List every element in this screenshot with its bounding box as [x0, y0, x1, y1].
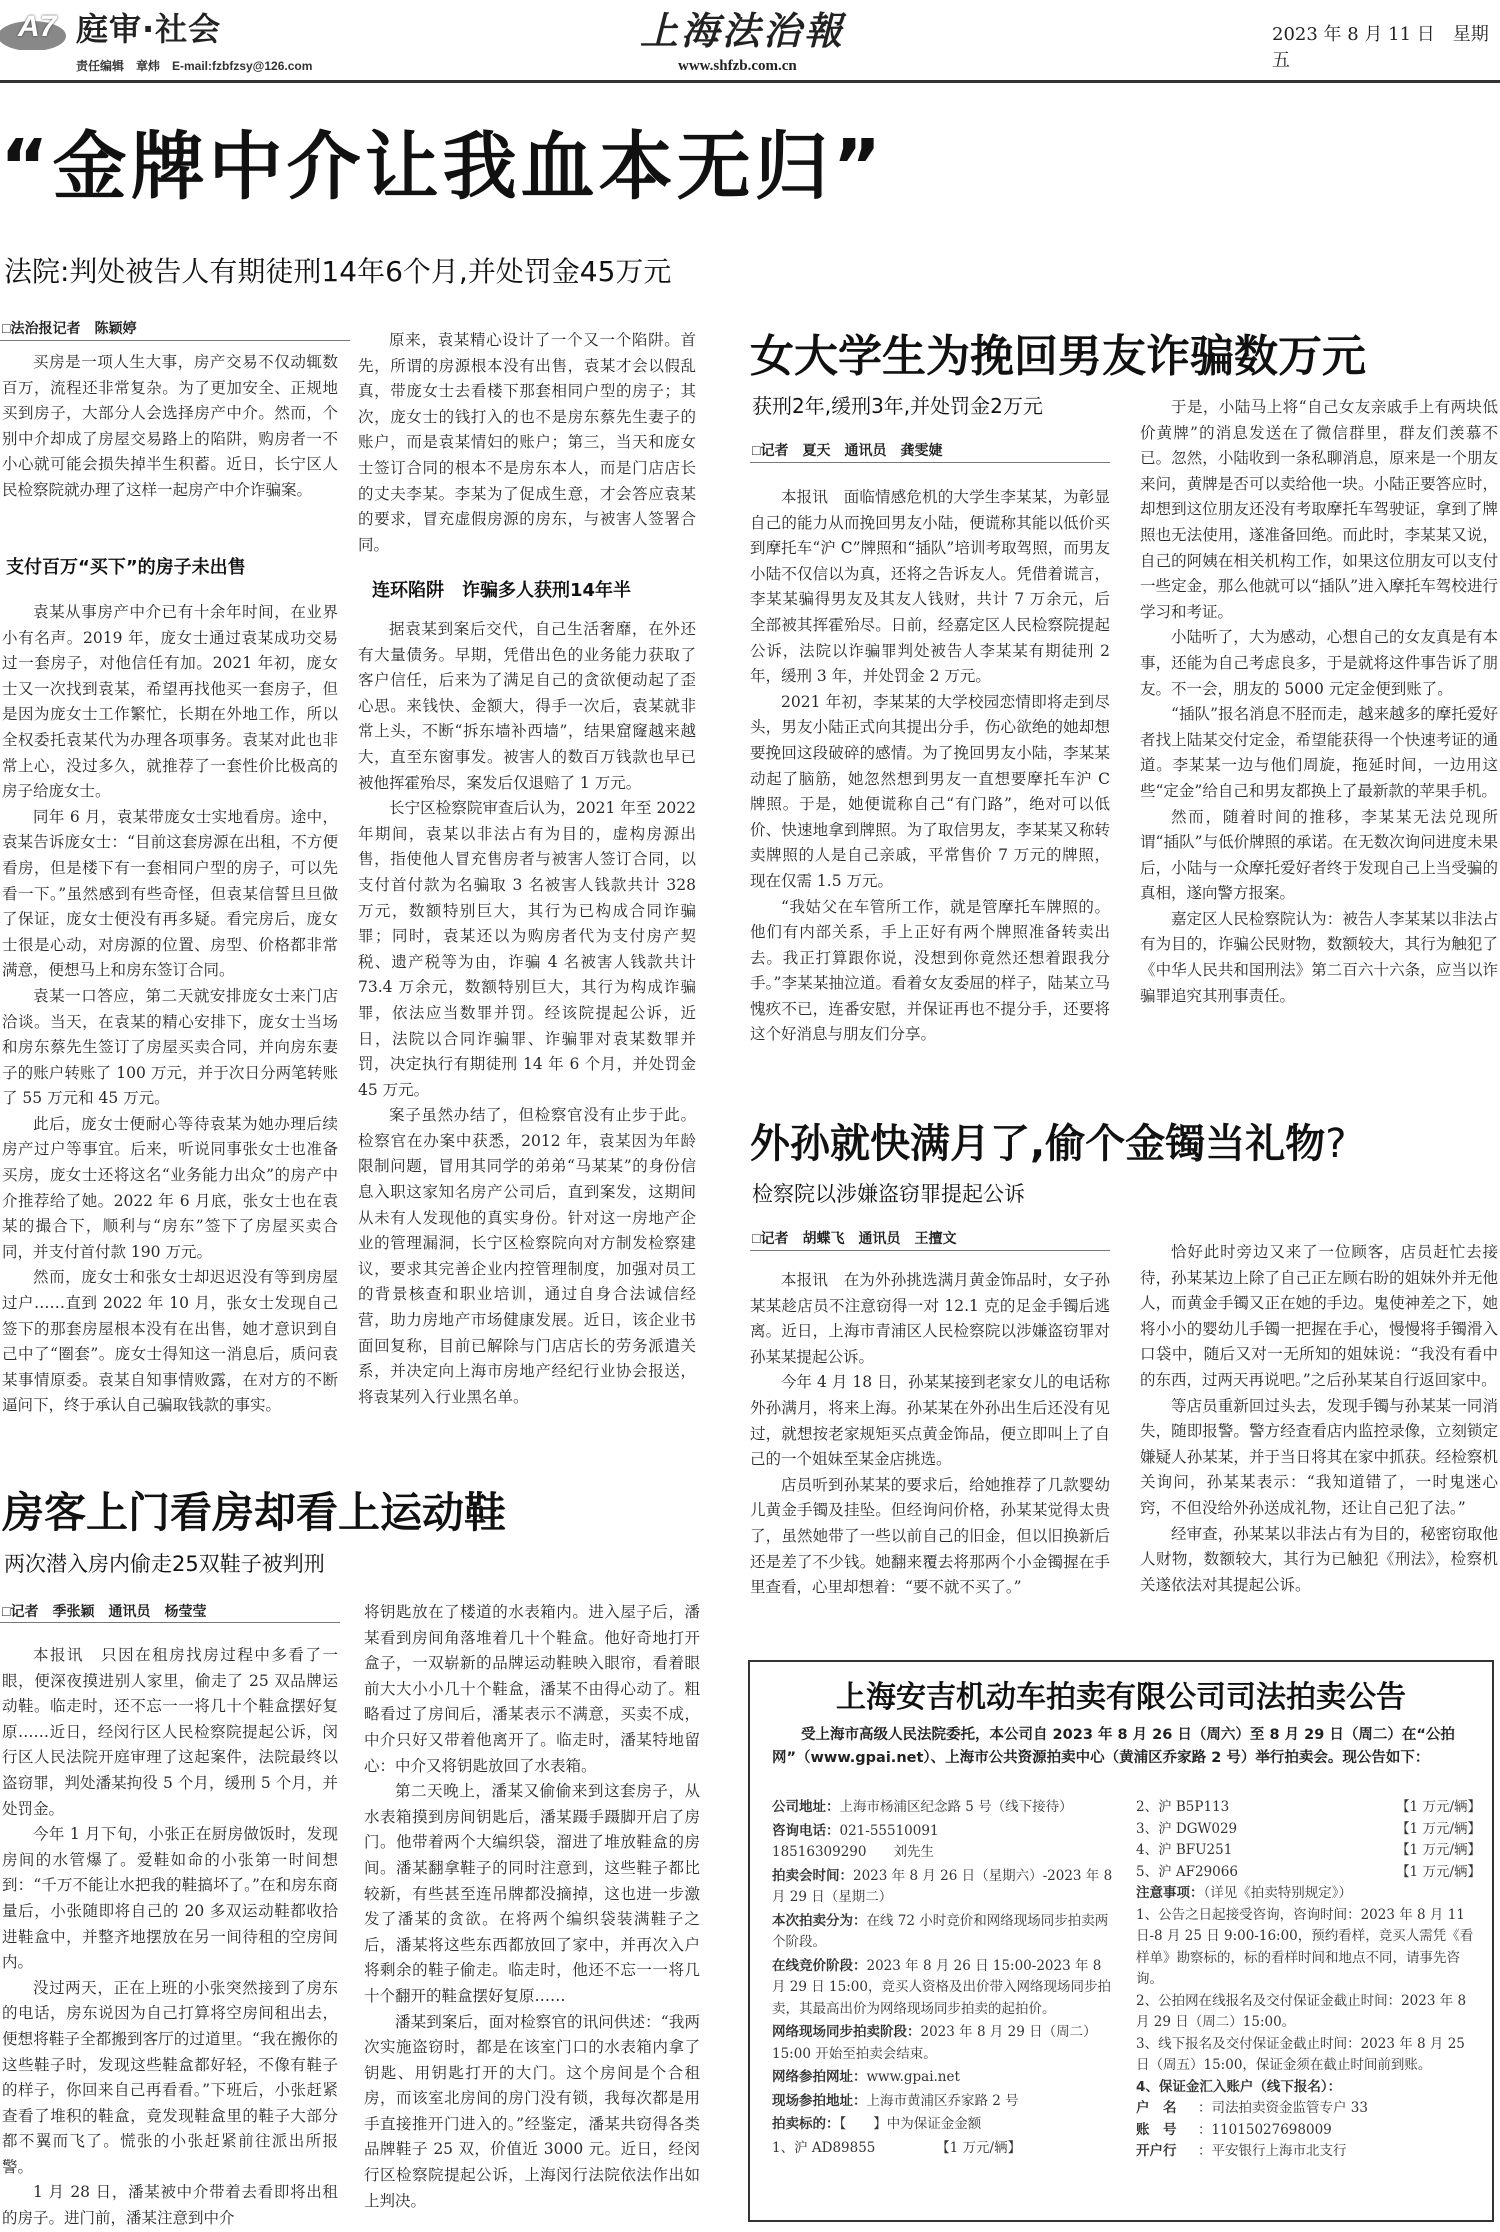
notice-info-row [772, 1821, 1116, 1864]
notice-info-row [772, 2114, 1116, 2136]
notice-title: 上海安吉机动车拍卖有限公司司法拍卖公告 [836, 1680, 1406, 1715]
issue-date: 2023 年 8 月 11 日 星期五 [1272, 24, 1489, 71]
account-label: 户 名 [1136, 2100, 1177, 2116]
paragraph: 于是，小陆马上将“自己女友亲戚手上有两块低价黄牌”的消息发送在了微信群里，群友们羡慕不已。忽然，小陆收到一条私聊消息，原来是一个朋友来问，黄牌是否可以卖给他一块。小陆正要答应时，却想到这位朋友还没有考取摩托车驾驶证，拿到了牌照也无法使用，遂准备回绝。而此时，李某某又说，自己的阿姨在相关机构工作，如果这位朋友可以支付一些定金，那么他就可以“插队”进入摩托车驾校进行学习和考证。 [1140, 398, 1498, 621]
info-label: 拍卖标的： [772, 2116, 840, 2132]
story2-subhead: 获刑2年,缓刑3年,并处罚金2万元 [752, 394, 1043, 418]
note-item: 3、线下报名及交付保证金截止时间：2023 年 8 月 25 日（周五）15:00，保证金须在截止时间前到账。 [1136, 2035, 1465, 2073]
account-label: 账 号 [1136, 2121, 1177, 2138]
notice-info-row [772, 1797, 1116, 1819]
paragraph: 1 月 28 日，潘某被中介带着去看即将出租的房子。进门前，潘某注意到中介 [2, 2183, 338, 2228]
paragraph: 2021 年初，李某某的大学校园恋情即将走到尽头，男友小陆正式向其提出分手，伤心欲绝的她却想要挽回这段破碎的感情。为了挽回男友小陆，李某某动起了脑筋，她忽然想到男友一直想要摩托车沪 C 牌照。于是，她便谎称自己“有门路”，绝对可以低价、快速地拿到牌照。为了取信男友，李某某又称转卖牌照的人是自己亲戚，平常售价 7 万元的牌照，现在仅需 1.5 万元。 [750, 692, 1110, 890]
paragraph: 没过两天，正在上班的小张突然接到了房东的电话，房东说因为自己打算将空房间租出去，便想将鞋子全都搬到客厅的过道里。“我在搬你的这些鞋子时，发现这些鞋盒都好轻，不像有鞋子的样子，你回来自己再看看。”下班后，小张赶紧查看了堆积的鞋盒，竟发现鞋盒里的鞋子大部分都不翼而飞了。慌张的小张赶紧前往派出所报警。 [2, 1978, 338, 2176]
notice-info-row [772, 1911, 1116, 1954]
paragraph: 本报讯 在为外孙挑选满月黄金饰品时，女子孙某某趁店员不注意窃得一对 12.1 克的足金手镯后逃离。近日，上海市青浦区人民检察院以涉嫌盗窃罪对孙某某提起公诉。 [750, 1271, 1110, 1366]
paragraph: 今年 4 月 18 日，孙某某接到老家女儿的电话称外孙满月，将来上海。孙某某在外孙出生后还没有见过，就想按老家规矩买点黄金饰品，便立即叫上了自己的一个姐妹至某金店挑选。 [750, 1373, 1110, 1469]
info-label: 网络现场同步拍卖阶段： [772, 2024, 921, 2040]
story2-col1 [750, 485, 1110, 1048]
story3-byline: □记者 胡蝶飞 通讯员 王擅文 [752, 1230, 957, 1246]
header-rule [0, 80, 1500, 83]
paragraph: 嘉定区人民检察院认为：被告人李某某以非法占有为目的，诈骗公民财物，数额较大，其行为触犯了《中华人民共和国刑法》第二百六十六条，应当以诈骗罪追究其刑事责任。 [1140, 909, 1498, 1005]
notice-right-column [1136, 1797, 1481, 2163]
paragraph: 本报讯 面临情感危机的大学生李某某，为彰显自己的能力从而挽回男友小陆，便谎称其能以低价买到摩托车“沪 C”牌照和“插队”培训考取驾照，而男友小陆不仅信以为真，还将之告诉友人。凭借着谎言，李某某骗得男友及其友人钱财，共计 7 万余元，后全部被其挥霍殆尽。日前，经嘉定区人民检察院提起公诉，法院以诈骗罪判处被告人李某某有期徒刑 2 年，缓刑 3 年，并处罚金 2 万元。 [750, 488, 1110, 686]
paragraph: 然而，庞女士和张女士却迟迟没有等到房屋过户……直到 2022 年 10 月，张女士发现自己签下的那套房屋根本没有在出售，她才意识到自己中了“圈套”。庞女士得知这一消息后，质问袁某事情原委。袁某自知事情败露，在对方的不断逼问下，终于承认自己骗取钱款的事实。 [2, 1268, 338, 1415]
story3-byline-rule [750, 1250, 1110, 1251]
section-title: 庭审·社会 [76, 10, 222, 48]
page-number-badge [0, 6, 70, 50]
info-value: 2023 年 8 月 26 日 15:00-2023 年 8 月 29 日 15:00，竞买人资格及出价带入网络现场同步拍卖，其最高出价为网络现场同步拍卖的起拍价。 [772, 1957, 1111, 2017]
lot-deposit: 【1 万元/辆】 [1396, 1820, 1481, 1837]
story3-headline-question-mark: ? [1325, 1121, 1347, 1167]
lot-plate: 2、沪 B5P113 [1136, 1799, 1230, 1815]
info-label: 网络参拍网址： [772, 2069, 867, 2085]
story1-subhead: 法院:判处被告人有期徒刑14年6个月,并处罚金45万元 [4, 255, 672, 288]
info-value: 上海市杨浦区纪念路 5 号（线下接待） [839, 1799, 1073, 1815]
account-row [1136, 2120, 1481, 2142]
story3-headline [750, 1112, 1346, 1169]
story4-byline: □记者 季张颖 通讯员 杨莹莹 [2, 1603, 207, 1619]
paragraph: 长宁区检察院审查后认为，2021 年至 2022 年期间，袁某以非法占有为目的，虚构房源出售，指使他人冒充售房者与被害人签订合同，以支付首付款为名骗取 3 名被害人钱款共计 328 万元，数额特别巨大，其行为已构成合同诈骗罪；同时，袁某还以为购房者代为支付房产契税、遗产税等为由，诈骗 4 名被害人钱款共计 73.4 万余元，数额特别巨大，其行为构成诈骗罪，依法应当数罪并罚。经该院提起公诉，近日，法院以合同诈骗罪、诈骗罪对袁某数罪并罚，决定执行有期徒刑 14 年 6 个月，并处罚金 45 万元。 [358, 799, 696, 1099]
lot-row [1136, 1819, 1481, 1841]
paragraph: 买房是一项人生大事，房产交易不仅动辄数百万，流程还非常复杂。为了更加安全、正规地买到房子，大部分人会选择房产中介。然而，个别中介却成了房屋交易路上的陷阱，购房者一不小心就可能会损失掉半生积蓄。近日，长宁区人民检察院就办理了这样一起房产中介诈骗案。 [2, 353, 338, 499]
paragraph: 经审查，孙某某以非法占有为目的，秘密窃取他人财物，数额较大，其行为已触犯《刑法》，检察机关遂依法对其提起公诉。 [1140, 1524, 1498, 1594]
paragraph: 案子虽然办结了，但检察官没有止步于此。检察官在办案中获悉，2012 年，袁某因为年龄限制问题，冒用其同学的弟弟“马某某”的身份信息入职这家知名房产公司后，直到案发，这期间从未有人发现他的真实身份。针对这一房地产企业的管理漏洞，长宁区检察院向对方制发检察建议，要求其完善企业内控管理制度，加强对员工的背景核查和职业培训，通过自身合法诚信经营，助力房地产市场健康发展。近日，该企业书面回复称，目前已解除与门店店长的劳务派遣关系，并决定向上海市房地产经纪行业协会报送，将袁某列入行业黑名单。 [358, 1106, 696, 1406]
story2-byline: □记者 夏天 通讯员 龚雯婕 [752, 442, 943, 458]
paragraph: 店员听到孙某某的要求后，给她推荐了几款婴幼儿黄金手镯及挂坠。但经询问价格，孙某某觉得太贵了，虽然她带了一些以前自己的旧金，但以旧换新后还是差了不少钱。她翻来覆去将那两个小金镯握在手里查看，心里却想着：“要不就不买了。” [750, 1475, 1110, 1597]
lot-plate: 3、沪 DGW029 [1136, 1820, 1238, 1837]
notice-info-row [772, 2022, 1116, 2065]
story3-col1 [750, 1268, 1110, 1601]
account-row [1136, 2098, 1481, 2120]
paragraph: 小陆听了，大为感动，心想自己的女友真是有本事，还能为自己考虑良多，于是就将这件事告诉了朋友。不一会，朋友的 5000 元定金便到账了。 [1140, 628, 1498, 698]
note-item: 2、公拍网在线报名及交付保证金截止时间：2023 年 8 月 29 日（周二）15:00。 [1136, 1992, 1467, 2030]
story1-subtitle2: 连环陷阱 诈骗多人获刑14年半 [372, 580, 632, 601]
paragraph: 袁某一口答应，第二天就安排庞女士来门店洽谈。当天，在袁某的精心安排下，庞女士当场和房东蔡先生签订了房屋买卖合同，并向房东妻子的账户转账了 100 万元，并于次日分两笔转账了 55 万元和 45 万元。 [2, 986, 338, 1108]
account-separator: ： [1198, 2121, 1212, 2138]
notice-info-row [772, 1956, 1116, 2021]
paragraph: “插队”报名消息不胫而走，越来越多的摩托爱好者找上陆某交付定金，希望能获得一个快速考证的通道。李某某一边与他们周旋，拖延时间，一边用这些“定金”给自己和男友都换上了最新款的苹果手机。 [1140, 705, 1498, 800]
info-value: 2023 年 8 月 26 日（星期六）-2023 年 8 月 29 日（星期二） [772, 1867, 1113, 1905]
paragraph: 本报讯 只因在租房找房过程中多看了一眼，便深夜摸进别人家里，偷走了 25 双品牌运动鞋。临走时，还不忘一一将几十个鞋盒摆好复原……近日，经闵行区人民检察院提起公诉，闵行区人民法院开庭审理了这起案件，法院最终以盗窃罪，判处潘某拘役 5 个月，缓刑 5 个月，并处罚金。 [2, 1646, 338, 1818]
account-separator: ： [1198, 2143, 1212, 2159]
page-number: A7 [18, 10, 57, 43]
note-item: 1、公告之日起接受咨询，咨询时间：2023 年 8 月 11 日-8 月 25 日 9:00-16:00，预约看样，竞买人需凭《看样单》勘察标的，标的看样时间和地点不同，请事先咨询。 [1136, 1906, 1474, 1987]
account-separator: ： [1198, 2100, 1212, 2116]
story2-headline: 女大学生为挽回男友诈骗数万元 [750, 331, 1366, 382]
story4-byline-rule [0, 1622, 340, 1623]
account-value: 11015027698009 [1211, 2121, 1332, 2138]
paragraph: 袁某从事房产中介已有十余年时间，在业界小有名声。2019 年，庞女士通过袁某成功交易过一套房子，对他信任有加。2021 年初，庞女士又一次找到袁某，希望再找他买一套房子，但是因为庞女士工作繁忙，长期在外地工作，所以全权委托袁某代为办理各项事务。袁某对此也非常上心，没过多久，就推荐了一套性价比极高的房子给庞女士。 [2, 603, 338, 801]
info-label: 本次拍卖分为： [772, 1912, 867, 1929]
story1-col1-lead [2, 350, 338, 504]
info-value: 2023 年 8 月 29 日（周二）15:00 开始至拍卖会结束。 [772, 2024, 1097, 2062]
story4-headline: 房客上门看房却看上运动鞋 [2, 1488, 507, 1537]
paragraph: 此后，庞女士便耐心等待袁某为她办理后续房产过户等事宜。后来，听说同事张女士也准备买房，庞女士还将这名“业务能力出众”的房产中介推荐给了她。2022 年 6 月底，张女士也在袁某的撮合下，顺利与“房东”签下了房屋买卖合同，并支付首付款 190 万元。 [2, 1114, 338, 1261]
paragraph: 原来，袁某精心设计了一个又一个陷阱。首先，所谓的房源根本没有出售，袁某才会以假乱真，带庞女士去看楼下那套相同户型的房子；其次，庞女士的钱打入的也不是房东蔡先生妻子的账户，而是袁某情妇的账户；第三，当天和庞女士签订合同的根本不是房东本人，而是门店店长的丈夫李某。李某为了促成生意，才会答应袁某的要求，冒充虚假房源的房东，与被害人签署合同。 [358, 331, 696, 554]
info-value: 上海市黄浦区乔家路 2 号 [866, 2092, 1019, 2109]
story3-subhead: 检察院以涉嫌盗窃罪提起公诉 [752, 1182, 1025, 1206]
notes-heading [1136, 1883, 1481, 1905]
paragraph: 等店员重新回过头去，发现手镯与孙某某一同消失，随即报警。警方经查看店内监控录像，立刻锁定嫌疑人孙某某，并于当日将其在家中抓获。经检察机关询问，孙某某表示：“我知道错了，一时鬼迷心窍，不但没给外孙送成礼物，还让自己犯了法。” [1140, 1396, 1498, 1517]
paragraph: 同年 6 月，袁某带庞女士实地看房。途中，袁某告诉庞女士：“目前这套房源在出租，不方便看房，但是楼下有一套相同户型的房子，可以先看一下。”虽然感到有些奇怪，但袁某信誓旦旦做了保证，庞女士便没有再多疑。看完房后，庞女士很是心动，对房源的位置、房型、价格都非常满意，便想马上和房东签订合同。 [2, 807, 338, 980]
info-label: 拍卖会时间： [772, 1867, 853, 1884]
notes-hint: （详见《拍卖特别规定》） [1203, 1885, 1352, 1901]
story1-col1-body [2, 600, 338, 1419]
paragraph: 第二天晚上，潘某又偷偷来到这套房子，从水表箱摸到房间钥匙后，潘某蹑手蹑脚开启了房门。他带着两个大编织袋，溜进了堆放鞋盒的房间。潘某翻拿鞋子的同时注意到，这些鞋子都比较新，有些甚至连吊牌都没摘掉，这也进一步激发了潘某的贪欲。在将两个编织袋装满鞋子之后，潘某将这些东西都放回了家中，并再次入户将剩余的鞋子偷走。临走时，他还不忘一一将几十个翻开的鞋盒摆好复原…… [364, 1782, 700, 2005]
lot-plate: 4、沪 BFU251 [1136, 1842, 1233, 1858]
masthead-url: www.shfzb.com.cn [678, 58, 797, 74]
account-info [1136, 2098, 1481, 2163]
lot-deposit: 【1 万元/辆】 [1396, 1842, 1481, 1858]
paragraph: 据袁某到案后交代，自己生活奢靡，在外还有大量债务。早期，凭借出色的业务能力获取了客户信任，后来为了满足自己的贪欲便动起了歪心思。来钱快、金额大，得手一次后，袁某就非常上头，不断“拆东墙补西墙”，结果窟窿越来越大，直至东窗事发。被害人的数百万钱款也早已被他挥霍殆尽，案发后仅退赔了 1 万元。 [358, 620, 696, 792]
account-value: 平安银行上海市北支行 [1211, 2143, 1347, 2159]
story1-subtitle1: 支付百万“买下”的房子未出售 [6, 557, 246, 578]
paragraph: 今年 1 月下旬，小张正在厨房做饭时，发现房间的水管爆了。爱鞋如命的小张第一时间想到：“千万不能让水把我的鞋搞坏了。”在和房东商量后，小张随即将自己的 20 多双运动鞋都收拾进鞋盒中，并整齐地摆放在另一间待租的空房间内。 [2, 1825, 338, 1972]
story3-headline-text: 外孙就快满月了,偷个金镯当礼物 [750, 1121, 1326, 1167]
lot-deposit: 【1 万元/辆】 [1396, 1863, 1481, 1880]
lot-plate: 5、沪 AF29066 [1136, 1863, 1238, 1880]
editor-line: 责任编辑 章炜 E-mail:fzbfzsy@126.com [76, 59, 313, 73]
story2-col2 [1140, 395, 1498, 1009]
paragraph: 将钥匙放在了楼道的水表箱内。进入屋子后，潘某看到房间角落堆着几十个鞋盒。他好奇地打开盒子，一双崭新的品牌运动鞋映入眼帘，看着眼前大大小小几十个鞋盒，潘某不由得心动了。粗略看过了房间后，潘某表示不满意，买卖不成，中介只好又带着他离开了。临走时，潘某特地留心：中介又将钥匙放回了水表箱。 [364, 1603, 700, 1775]
info-value: 021-55510091 18516309290 刘先生 [772, 1822, 939, 1860]
story2-byline-rule [750, 462, 1110, 463]
story3-col2 [1140, 1240, 1498, 1598]
notes-title: 注意事项： [1136, 1885, 1204, 1901]
story1-col2-lead [358, 328, 696, 558]
note-item: 4、保证金汇入账户（线下报名）： [1136, 2078, 1342, 2095]
story1-byline: □法治报记者 陈颖婷 [2, 320, 137, 336]
info-value: www.gpai.net [866, 2069, 960, 2085]
lot-row [1136, 1797, 1481, 1819]
account-row [1136, 2141, 1481, 2163]
paragraph: 潘某到案后，面对检察官的讯问供述：“我两次实施盗窃时，都是在该室门口的水表箱内拿了钥匙、用钥匙打开的大门。这个房间是个合租房，而该室北房间的房门没有锁，我每次都是用手直接推开门进入的。”经鉴定，潘某共窃得各类品牌鞋子 25 双，价值近 3000 元。近日，经闵行区检察院提起公诉，上海闵行法院依法作出如上判决。 [364, 2012, 700, 2210]
notice-info-row [772, 2067, 1116, 2089]
story1-byline-rule [0, 340, 350, 341]
paragraph: 恰好此时旁边又来了一位顾客，店员赶忙去接待，孙某某边上除了自己正左顾右盼的姐妹外并无他人，而黄金手镯又正在她的手边。鬼使神差之下，她将小小的婴幼儿手镯一把握在手心，慢慢将手镯滑入口袋中，随后又对一无所知的姐妹说：“我没有看中的东西，过两天再说吧。”之后孙某某自行返回家中。 [1140, 1243, 1498, 1389]
paragraph: “我姑父在车管所工作，就是管摩托车牌照的。他们有内部关系，手上正好有两个牌照准备转卖出去。我正打算跟你说，没想到你竟然还想着跟我分手。”李某某抽泣道。看着女友委屈的样子，陆某立马愧疚不已，连番安慰，并保证再也不提分手，还要将这个好消息与朋友们分享。 [750, 897, 1110, 1044]
story4-col1 [2, 1643, 338, 2232]
notice-intro: 受上海市高级人民法院委托，本公司自 2023 年 8 月 26 日（周六）至 8 月 29 日（周二）在“公拍网”（www.gpai.net）、上海市公共资源拍卖中心（黄浦区乔家路 2 号）举行拍卖会。现公告如下： [772, 1727, 1455, 1766]
info-value: 在线 72 小时竞价和网络现场同步拍卖两个阶段。 [772, 1912, 1109, 1950]
lot-row [1136, 1840, 1481, 1862]
story1-col2-body [358, 617, 696, 1410]
notice-info-row [772, 2091, 1116, 2113]
lot-row [1136, 1862, 1481, 1884]
notes-list [1136, 1905, 1481, 2099]
auction-notice [748, 1660, 1494, 2222]
notice-left-column [772, 1797, 1116, 2161]
account-label: 开户行 [1136, 2143, 1177, 2159]
story4-subhead: 两次潜入房内偷走25双鞋子被判刑 [4, 1552, 325, 1576]
lot-list [1136, 1797, 1481, 1883]
paragraph: 然而，随着时间的推移，李某某无法兑现所谓“插队”与低价牌照的承诺。在无数次询问进度未果后，小陆与一众摩托爱好者终于发现自己上当受骗的真相，遂向警方报案。 [1140, 807, 1498, 903]
masthead: 上海法治報 [640, 8, 846, 53]
info-value: 1、沪 AD89855 【1 万元/辆】 [772, 2139, 1022, 2156]
info-label: 咨询电话： [772, 1822, 840, 1839]
info-label: 现场参拍地址： [772, 2092, 867, 2109]
notice-info-row [772, 2138, 1116, 2160]
story4-col2 [364, 1600, 700, 2214]
story1-headline: “金牌中介让我血本无归” [0, 124, 886, 210]
info-label: 在线竞价阶段： [772, 1957, 867, 1974]
account-value: 司法拍卖资金监管专户 33 [1211, 2100, 1368, 2116]
info-value: 【 】中为保证金金额 [839, 2116, 982, 2132]
notice-info-row [772, 1866, 1116, 1909]
info-label: 公司地址： [772, 1799, 840, 1815]
lot-deposit: 【1 万元/辆】 [1396, 1799, 1481, 1815]
